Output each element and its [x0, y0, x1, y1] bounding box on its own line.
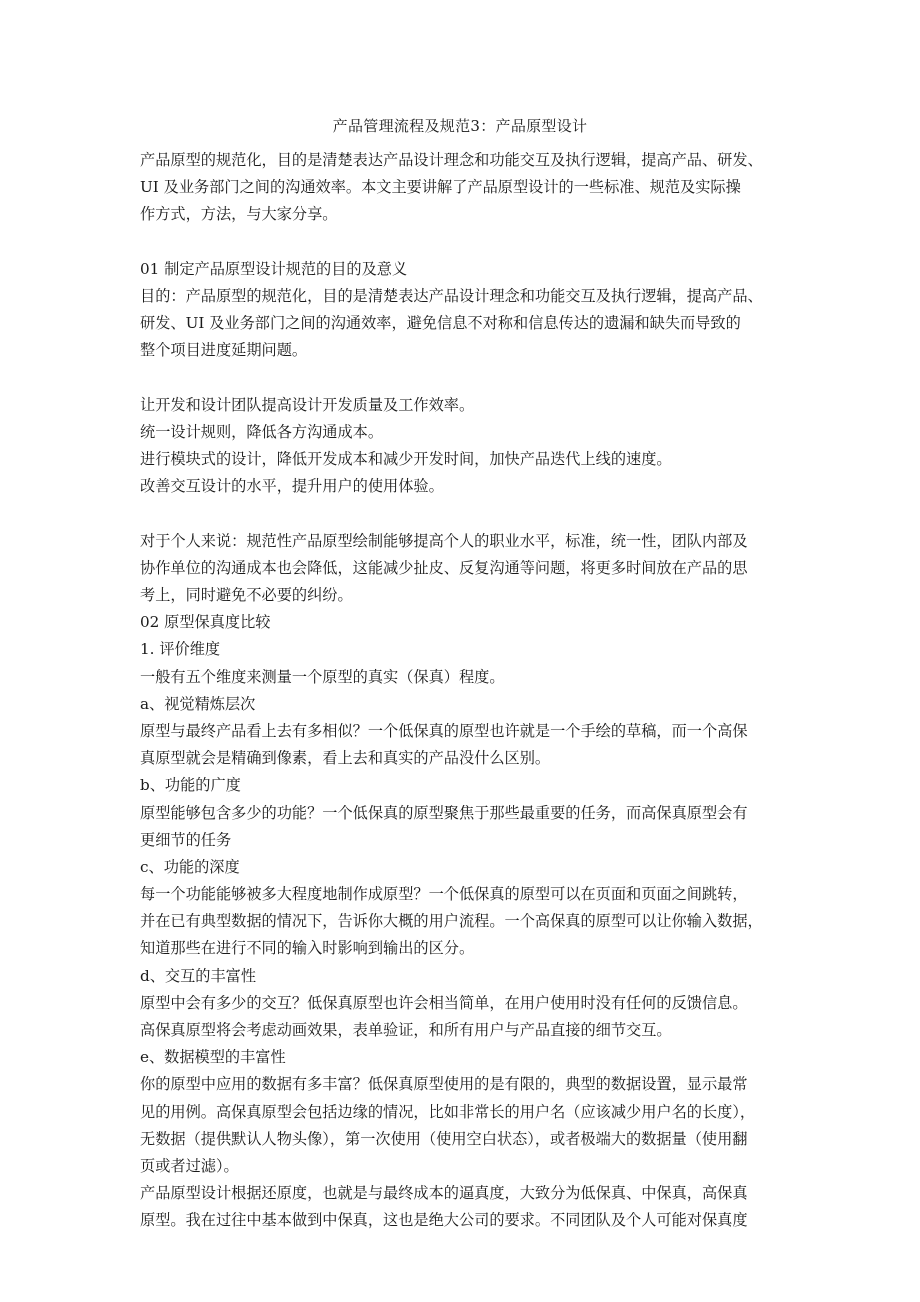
- body-line: 统一设计规则，降低各方沟通成本。: [140, 422, 383, 441]
- body-line: 原型与最终产品看上去有多相似？一个低保真的原型也许就是一个手绘的草稿，而一个高保: [140, 721, 748, 740]
- body-line: 改善交互设计的水平，提升用户的使用体验。: [140, 477, 444, 496]
- body-line: 考上，同时避免不必要的纠纷。: [140, 586, 353, 604]
- body-line: UI 及业务部门之间的沟通效率。本文主要讲解了产品原型设计的一些标准、规范及实际操: [140, 178, 741, 197]
- section-heading: 02 原型保真度比较: [140, 613, 271, 632]
- item-heading: b、功能的广度: [140, 776, 241, 795]
- blank-line: [140, 365, 790, 392]
- body-line: 真原型就会是精确到像素，看上去和真实的产品没什么区别。: [140, 749, 551, 768]
- item-heading: d、交互的丰富性: [140, 966, 257, 985]
- body-line: 并在已有典型数据的情况下，告诉你大概的用户流程。一个高保真的原型可以让你输入数据，: [140, 912, 763, 931]
- body-line: 研发、UI 及业务部门之间的沟通效率，避免信息不对称和信息传达的遗漏和缺失而导致的: [140, 314, 741, 333]
- section-heading: 01 制定产品原型设计规范的目的及意义: [140, 259, 408, 278]
- body-line: 整个项目进度延期问题。: [140, 341, 308, 360]
- body-line: 每一个功能能够被多大程度地制作成原型？一个低保真的原型可以在页面和页面之间跳转，: [140, 885, 748, 904]
- document-title: 产品管理流程及规范3：产品原型设计: [332, 117, 588, 135]
- body-line: 高保真原型将会考虑动画效果，表单验证，和所有用户与产品直接的细节交互。: [140, 1021, 672, 1039]
- blank-line: [140, 229, 790, 256]
- body-line: 对于个人来说：规范性产品原型绘制能够提高个人的职业水平，标准，统一性，团队内部及: [140, 531, 748, 550]
- item-heading: e、数据模型的丰富性: [140, 1048, 286, 1067]
- document-body: [140, 147, 790, 1235]
- subsection-heading: 1. 评价维度: [140, 640, 221, 659]
- body-line: 进行模块式的设计，降低开发成本和减少开发时间，加快产品迭代上线的速度。: [140, 450, 672, 469]
- blank-line: [140, 500, 790, 527]
- body-line: 目的：产品原型的规范化，目的是清楚表达产品设计理念和功能交互及执行逻辑，提高产品、: [140, 286, 763, 305]
- body-line: 产品原型的规范化，目的是清楚表达产品设计理念和功能交互及执行逻辑，提高产品、研发、: [140, 151, 763, 169]
- body-line: 见的用例。高保真原型会包括边缘的情况，比如非常长的用户名（应该减少用户名的长度），: [140, 1102, 756, 1121]
- body-line: 让开发和设计团队提高设计开发质量及工作效率。: [140, 395, 475, 414]
- body-line: 原型中会有多少的交互？低保真原型也许会相当简单，在用户使用时没有任何的反馈信息。: [140, 993, 748, 1012]
- body-line: 一般有五个维度来测量一个原型的真实（保真）程度。: [140, 667, 505, 686]
- item-heading: a、视觉精炼层次: [140, 694, 256, 713]
- body-line: 无数据（提供默认人物头像），第一次使用（使用空白状态），或者极端大的数据量（使用翻: [140, 1129, 748, 1148]
- body-line: 知道那些在进行不同的输入时影响到输出的区分。: [140, 939, 475, 958]
- body-line: 作方式，方法，与大家分享。: [140, 205, 338, 224]
- body-line: 你的原型中应用的数据有多丰富？低保真原型使用的是有限的，典型的数据设置，显示最常: [140, 1075, 748, 1094]
- body-line: 原型。我在过往中基本做到中保真，这也是绝大公司的要求。不同团队及个人可能对保真度: [140, 1211, 748, 1230]
- body-line: 产品原型设计根据还原度，也就是与最终成本的逼真度，大致分为低保真、中保真，高保真: [140, 1184, 748, 1203]
- body-line: 页或者过滤）。: [140, 1156, 239, 1175]
- body-line: 原型能够包含多少的功能？一个低保真的原型聚焦于那些最重要的任务，而高保真原型会有: [140, 803, 748, 822]
- item-heading: c、功能的深度: [140, 857, 240, 876]
- body-line: 更细节的任务: [140, 830, 232, 849]
- body-line: 协作单位的沟通成本也会降低，这能减少扯皮、反复沟通等问题，将更多时间放在产品的思: [140, 558, 748, 577]
